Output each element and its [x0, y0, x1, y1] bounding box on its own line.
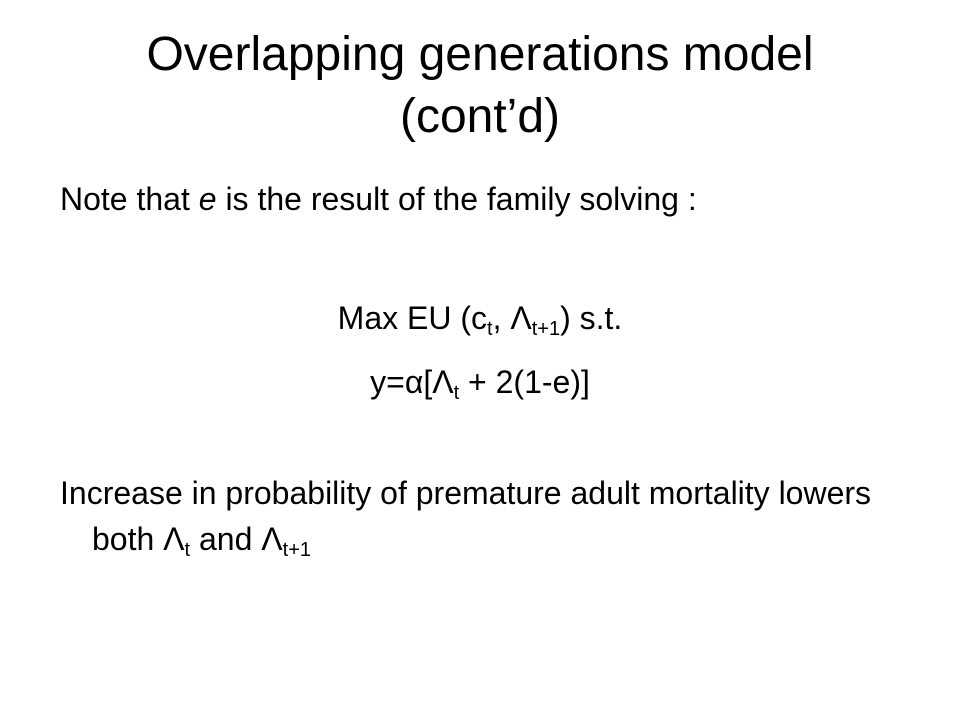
- note-paragraph: [60, 176, 942, 222]
- note-text-end: is the result of the family solving :: [216, 181, 697, 217]
- formula1-sub-t: t: [487, 318, 493, 340]
- formula1-part-a: Max EU (c: [337, 300, 488, 336]
- formula1-part-b: , Λ: [492, 300, 532, 336]
- formula1-sub-t1: t+1: [531, 318, 561, 340]
- constraint-formula: [48, 359, 912, 405]
- slide-title-line2: (cont’d): [399, 90, 561, 143]
- slide-title-line1: Overlapping generations model: [146, 28, 814, 81]
- mortality-text-a: Increase in probability of premature adult mortality lowers both Λ: [60, 475, 872, 557]
- formula2-part-b: + 2(1-e)]: [459, 364, 590, 400]
- mortality-text-b: and Λ: [190, 521, 283, 557]
- formula1-part-c: ) s.t.: [560, 300, 623, 336]
- mortality-paragraph: [60, 470, 942, 562]
- slide-title: [48, 24, 912, 148]
- note-variable-e: e: [198, 181, 217, 217]
- formula2-part-a: y=α[Λ: [370, 364, 454, 400]
- formula2-sub-t: t: [453, 382, 460, 404]
- mortality-sub-t: t: [184, 539, 191, 561]
- note-text-start: Note that: [60, 181, 199, 217]
- mortality-sub-t1: t+1: [282, 539, 312, 561]
- maximization-formula: [48, 295, 912, 341]
